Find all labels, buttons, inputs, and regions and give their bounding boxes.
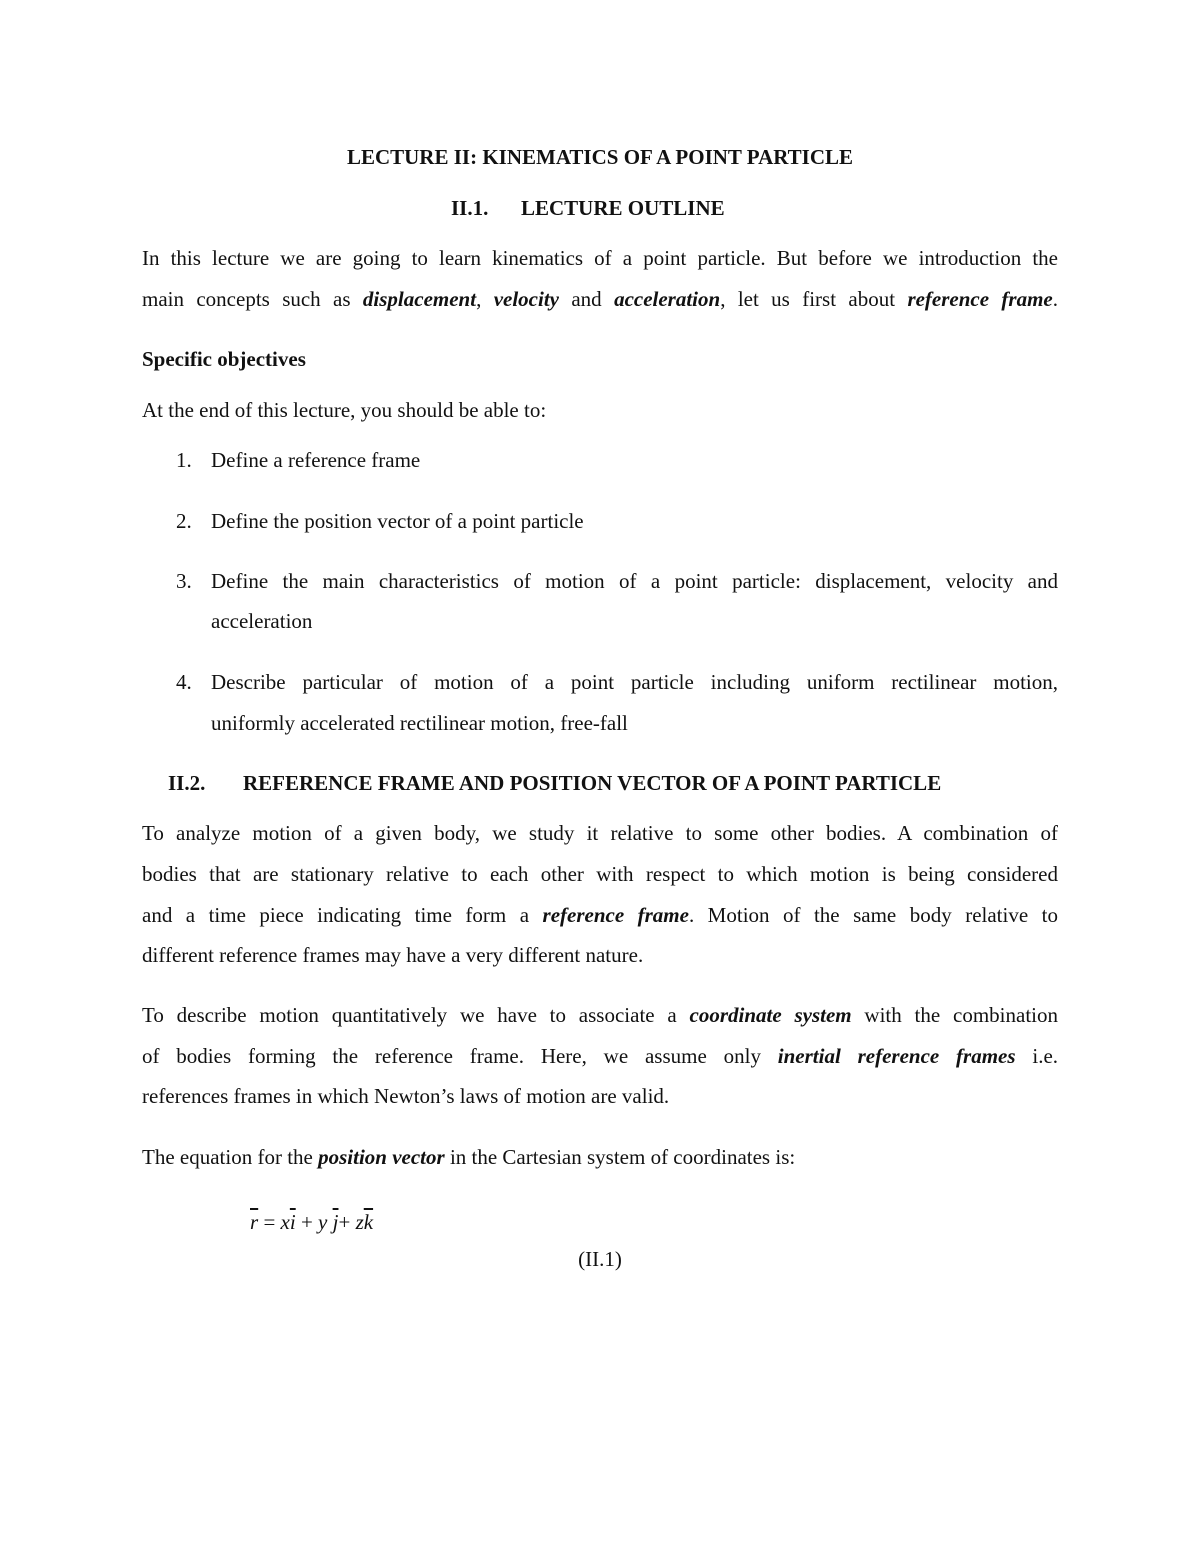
paragraph-line <box>142 1003 1058 1028</box>
paragraph-text: i.e. <box>1015 1044 1059 1068</box>
intro-line-1: In this lecture we are going to learn kinematics of a point particle. But before we introduction the <box>142 246 1058 270</box>
list-item: Define the main characteristics of motion of a point particle: displacement, velocity and <box>211 569 1058 593</box>
list-item: Define a reference frame <box>211 448 421 472</box>
list-item: Define the position vector of a point particle <box>211 509 584 533</box>
paragraph-line: references frames in which Newton’s laws of motion are valid. <box>142 1084 670 1108</box>
paragraph-line <box>142 1044 1058 1069</box>
list-item-number: 4. <box>176 670 192 694</box>
section-title: LECTURE OUTLINE <box>521 196 725 220</box>
intro-text: . <box>1052 287 1058 311</box>
section-number: II.2. <box>168 771 206 795</box>
intro-text: main concepts such as <box>142 287 363 311</box>
list-item-continuation: uniformly accelerated rectilinear motion, free-fall <box>211 711 628 735</box>
objectives-lead: At the end of this lecture, you should be able to: <box>142 398 547 422</box>
eq-z: z <box>355 1210 364 1234</box>
intro-text: , <box>476 287 494 311</box>
term-coordinate-system: coordinate system <box>689 1003 852 1027</box>
paragraph-text: and a time piece indicating time form a <box>142 903 543 927</box>
paragraph-text: of bodies forming the reference frame. Here, we assume only <box>142 1044 778 1068</box>
list-item-number: 1. <box>176 448 192 472</box>
paragraph-line: different reference frames may have a very different nature. <box>142 943 644 967</box>
eq-sign: + <box>338 1210 356 1234</box>
eq-sign: + <box>295 1210 319 1234</box>
eq-k: $\overline{k}$ <box>363 1210 374 1234</box>
eq-i: $\overline{i}$ <box>289 1210 296 1234</box>
list-item-number: 3. <box>176 569 192 593</box>
lecture-title: LECTURE II: KINEMATICS OF A POINT PARTICLE <box>346 145 854 169</box>
list-item-continuation: acceleration <box>211 609 313 633</box>
paragraph-text: The equation for the <box>142 1145 319 1169</box>
paragraph-line <box>142 1145 1058 1170</box>
intro-text: and <box>559 287 615 311</box>
paragraph-line: To analyze motion of a given body, we study it relative to some other bodies. A combination of <box>142 821 1058 845</box>
eq-j: $\overline{j}$ <box>332 1210 339 1234</box>
term-reference-frame: reference frame <box>542 903 689 927</box>
eq-r: $\overline{r}$ <box>250 1210 259 1234</box>
paragraph-line: bodies that are stationary relative to each other with respect to which motion is being considered <box>142 862 1058 886</box>
intro-text: , let us first about <box>720 287 908 311</box>
equation-number: (II.1) <box>578 1247 622 1271</box>
paragraph-text: . Motion of the same body relative to <box>688 903 1058 927</box>
paragraph-line <box>142 903 1058 928</box>
term-inertial-reference-frames: inertial reference frames <box>777 1044 1016 1068</box>
position-vector-equation <box>250 1210 373 1235</box>
section-number: II.1. <box>451 196 489 220</box>
objectives-heading: Specific objectives <box>142 347 306 371</box>
term-velocity: velocity <box>493 287 559 311</box>
list-item-number: 2. <box>176 509 192 533</box>
list-item: Describe particular of motion of a point particle including uniform rectilinear motion, <box>211 670 1058 694</box>
term-reference-frame: reference frame <box>907 287 1053 311</box>
term-acceleration: acceleration <box>614 287 721 311</box>
eq-x: x <box>280 1210 290 1234</box>
term-position-vector: position vector <box>318 1145 445 1169</box>
term-displacement: displacement <box>362 287 477 311</box>
paragraph-text: in the Cartesian system of coordinates is: <box>444 1145 796 1169</box>
eq-y: y <box>318 1210 328 1234</box>
eq-sign: = <box>258 1210 281 1234</box>
section-title: REFERENCE FRAME AND POSITION VECTOR OF A POINT PARTICLE <box>243 771 942 795</box>
paragraph-text: To describe motion quantitatively we have to associate a <box>142 1003 690 1027</box>
paragraph-text: with the combination <box>851 1003 1058 1027</box>
intro-line-2 <box>142 287 1058 312</box>
